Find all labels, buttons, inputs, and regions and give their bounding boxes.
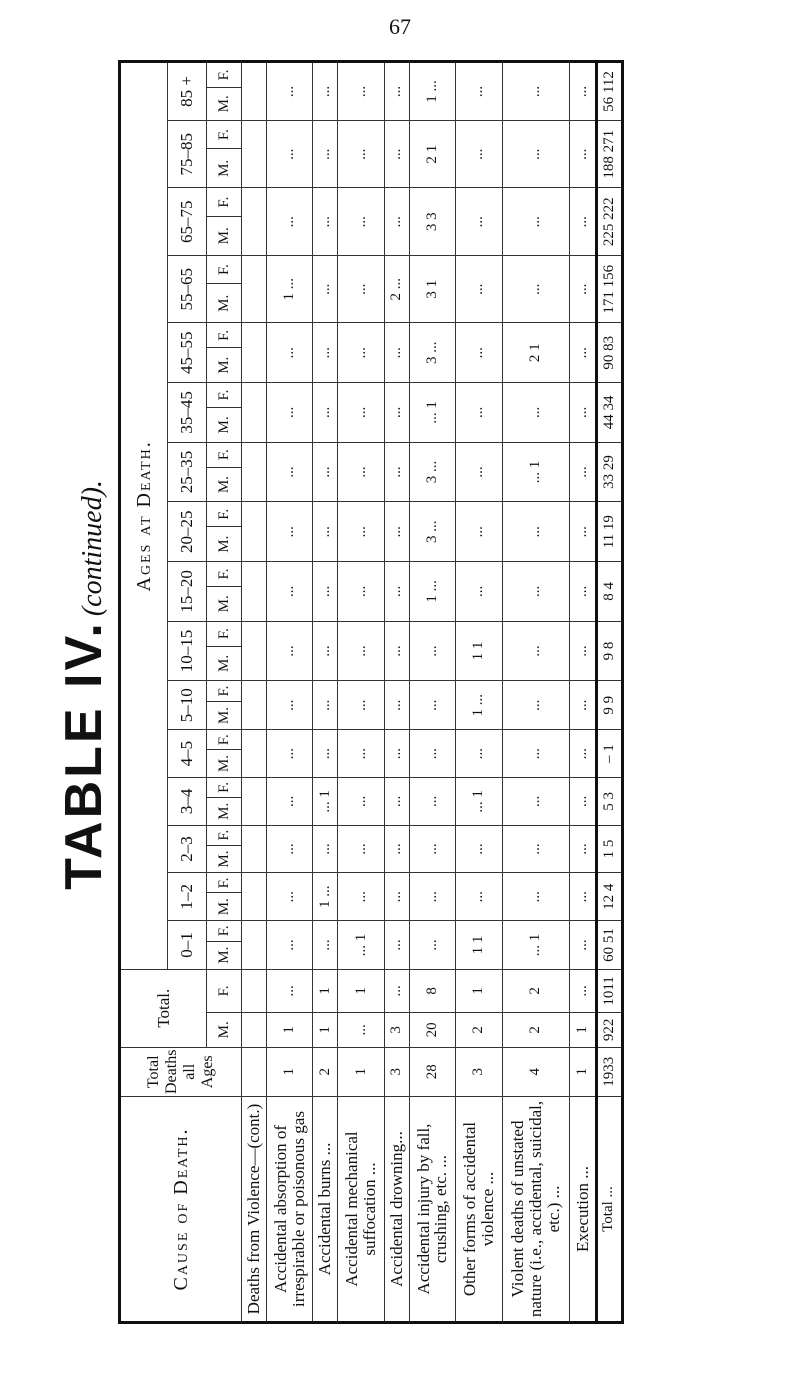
age-value-cell bbox=[242, 873, 267, 921]
age-value-cell: ... bbox=[338, 681, 384, 730]
sex-male-header: M. bbox=[207, 467, 242, 502]
age-value-cell: 44 34 bbox=[596, 383, 622, 443]
age-group-header: 5–10 bbox=[168, 681, 207, 730]
age-value-cell: ... bbox=[338, 442, 384, 502]
age-value-cell: ... bbox=[267, 188, 313, 255]
age-value-cell bbox=[242, 62, 267, 121]
age-value-cell: ... bbox=[267, 502, 313, 562]
age-value-cell bbox=[242, 777, 267, 825]
age-value-cell: 9 8 bbox=[596, 621, 622, 681]
age-value-cell: ... bbox=[384, 681, 409, 730]
age-value-cell: ... bbox=[267, 825, 313, 873]
age-value-cell bbox=[242, 921, 267, 970]
age-value-cell bbox=[242, 120, 267, 187]
age-value-cell: ... bbox=[267, 323, 313, 383]
age-group-header: 65–75 bbox=[168, 188, 207, 255]
cause-cell: Accidental absorption of irrespirable or poisonous gas bbox=[267, 1097, 313, 1323]
age-value-cell: 3 ... bbox=[409, 323, 455, 383]
age-value-cell: ... 1 bbox=[502, 921, 570, 970]
age-value-cell: ... bbox=[502, 825, 570, 873]
age-value-cell: ... bbox=[456, 730, 502, 778]
total-female-cell: 1 bbox=[313, 969, 338, 1012]
rotated-table bbox=[118, 60, 624, 1324]
age-value-cell: ... 1 bbox=[456, 777, 502, 825]
table-row bbox=[267, 62, 313, 1323]
age-value-cell: ... bbox=[456, 825, 502, 873]
table-row bbox=[384, 62, 409, 1323]
age-value-cell: ... bbox=[313, 681, 338, 730]
sex-female-header: F. bbox=[207, 730, 242, 750]
age-value-cell: ... bbox=[384, 873, 409, 921]
total-deaths-cell bbox=[242, 1047, 267, 1096]
age-value-cell: ... bbox=[570, 825, 596, 873]
sex-male-header: M. bbox=[207, 527, 242, 562]
total-male-cell bbox=[242, 1013, 267, 1048]
sex-male-header: M. bbox=[207, 797, 242, 825]
age-value-cell: ... bbox=[313, 120, 338, 187]
total-male-cell: 1 bbox=[570, 1013, 596, 1048]
sex-female-header: F. bbox=[207, 873, 242, 893]
age-value-cell: – 1 bbox=[596, 730, 622, 778]
sex-male-header: M. bbox=[207, 750, 242, 778]
age-value-cell: ... bbox=[338, 383, 384, 443]
age-value-cell: ... bbox=[338, 621, 384, 681]
age-value-cell: ... bbox=[409, 730, 455, 778]
cause-cell: Violent deaths of unstated nature (i.e., accidental, suicidal, etc.) ... bbox=[502, 1097, 570, 1323]
age-group-header: 3–4 bbox=[168, 777, 207, 825]
age-value-cell: ... bbox=[409, 921, 455, 970]
age-value-cell bbox=[242, 383, 267, 443]
sex-female-header: F. bbox=[207, 383, 242, 408]
sex-female-header: F. bbox=[207, 969, 242, 1012]
total-deaths-cell: 3 bbox=[384, 1047, 409, 1096]
age-value-cell: ... bbox=[313, 562, 338, 622]
age-value-cell: ... bbox=[338, 873, 384, 921]
age-group-header: 55–65 bbox=[168, 255, 207, 322]
age-value-cell: ... bbox=[409, 825, 455, 873]
age-value-cell: 1 1 bbox=[456, 921, 502, 970]
age-value-cell: ... bbox=[338, 777, 384, 825]
age-group-header: 1–2 bbox=[168, 873, 207, 921]
age-value-cell: 171 156 bbox=[596, 255, 622, 322]
age-value-cell: 2 1 bbox=[409, 120, 455, 187]
age-value-cell: ... bbox=[267, 383, 313, 443]
age-value-cell: ... bbox=[313, 188, 338, 255]
sex-male-header: M. bbox=[207, 893, 242, 921]
age-value-cell: 1 ... bbox=[409, 562, 455, 622]
age-value-cell: ... bbox=[267, 562, 313, 622]
age-group-header: 2–3 bbox=[168, 825, 207, 873]
age-value-cell: ... bbox=[570, 777, 596, 825]
age-value-cell: ... bbox=[313, 62, 338, 121]
age-value-cell bbox=[242, 188, 267, 255]
age-value-cell bbox=[242, 825, 267, 873]
sex-female-header: F. bbox=[207, 62, 242, 88]
total-female-cell: 8 bbox=[409, 969, 455, 1012]
age-value-cell: 2 ... bbox=[384, 255, 409, 322]
age-value-cell: 12 4 bbox=[596, 873, 622, 921]
age-value-cell: ... bbox=[267, 442, 313, 502]
age-value-cell: ... bbox=[313, 383, 338, 443]
age-value-cell: ... bbox=[338, 730, 384, 778]
age-value-cell: ... bbox=[502, 502, 570, 562]
age-value-cell: 188 271 bbox=[596, 120, 622, 187]
age-group-header: 10–15 bbox=[168, 621, 207, 681]
cause-cell: Total ... bbox=[596, 1097, 622, 1323]
total-female-cell: ... bbox=[384, 969, 409, 1012]
age-value-cell: ... bbox=[570, 873, 596, 921]
age-value-cell: ... bbox=[267, 873, 313, 921]
age-value-cell: ... bbox=[570, 730, 596, 778]
total-deaths-cell: 1 bbox=[570, 1047, 596, 1096]
total-deaths-cell: 28 bbox=[409, 1047, 455, 1096]
sex-male-header: M. bbox=[207, 646, 242, 681]
sex-female-header: F. bbox=[207, 621, 242, 646]
sex-male-header: M. bbox=[207, 408, 242, 443]
total-male-cell: 2 bbox=[456, 1013, 502, 1048]
age-value-cell: 225 222 bbox=[596, 188, 622, 255]
age-value-cell: ... bbox=[313, 921, 338, 970]
age-value-cell: ... bbox=[267, 120, 313, 187]
total-female-cell bbox=[242, 969, 267, 1012]
age-value-cell: ... bbox=[313, 730, 338, 778]
age-value-cell: ... bbox=[338, 188, 384, 255]
table-title-continued: (continued). bbox=[77, 480, 108, 617]
age-value-cell: 3 3 bbox=[409, 188, 455, 255]
age-value-cell bbox=[242, 730, 267, 778]
age-value-cell: ... bbox=[409, 681, 455, 730]
age-value-cell: ... bbox=[338, 120, 384, 187]
age-value-cell: ... bbox=[384, 62, 409, 121]
age-value-cell: ... bbox=[338, 323, 384, 383]
age-value-cell: 56 112 bbox=[596, 62, 622, 121]
sex-male-header: M. bbox=[207, 1013, 242, 1048]
age-value-cell: ... bbox=[502, 188, 570, 255]
age-value-cell: ... bbox=[502, 681, 570, 730]
age-value-cell: ... bbox=[570, 62, 596, 121]
table-row bbox=[570, 62, 596, 1323]
ages-header: Ages at Death. bbox=[120, 62, 168, 970]
total-male-cell: 1 bbox=[313, 1013, 338, 1048]
age-value-cell: ... bbox=[267, 777, 313, 825]
age-value-cell: ... bbox=[338, 62, 384, 121]
age-value-cell: ... bbox=[570, 442, 596, 502]
age-value-cell: ... 1 bbox=[313, 777, 338, 825]
age-value-cell: 33 29 bbox=[596, 442, 622, 502]
age-value-cell: 1 ... bbox=[409, 62, 455, 121]
age-value-cell: 1 5 bbox=[596, 825, 622, 873]
age-value-cell: ... bbox=[267, 921, 313, 970]
total-male-cell: 1 bbox=[267, 1013, 313, 1048]
total-female-cell: 1011 bbox=[596, 969, 622, 1012]
age-value-cell: ... bbox=[384, 562, 409, 622]
sex-female-header: F. bbox=[207, 120, 242, 148]
mortality-table bbox=[118, 60, 624, 1324]
total-deaths-cell: 2 bbox=[313, 1047, 338, 1096]
sex-female-header: F. bbox=[207, 502, 242, 527]
total-deaths-cell: 1 bbox=[267, 1047, 313, 1096]
sex-female-header: F. bbox=[207, 777, 242, 797]
age-value-cell: ... bbox=[456, 62, 502, 121]
age-value-cell: ... bbox=[502, 730, 570, 778]
age-value-cell: ... bbox=[570, 681, 596, 730]
age-value-cell: ... bbox=[338, 255, 384, 322]
age-value-cell: ... bbox=[313, 825, 338, 873]
table-row bbox=[456, 62, 502, 1323]
age-value-cell: 5 3 bbox=[596, 777, 622, 825]
table-row bbox=[338, 62, 384, 1323]
table-row bbox=[313, 62, 338, 1323]
age-value-cell: ... bbox=[338, 502, 384, 562]
sex-female-header: F. bbox=[207, 188, 242, 216]
age-value-cell: 60 51 bbox=[596, 921, 622, 970]
age-group-header: 15–20 bbox=[168, 562, 207, 622]
sex-female-header: F. bbox=[207, 255, 242, 283]
total-female-cell: 2 bbox=[502, 969, 570, 1012]
age-value-cell: 1 ... bbox=[267, 255, 313, 322]
age-value-cell: ... bbox=[409, 777, 455, 825]
total-deaths-cell: 4 bbox=[502, 1047, 570, 1096]
age-value-cell: ... bbox=[502, 120, 570, 187]
total-deaths-cell: 3 bbox=[456, 1047, 502, 1096]
cause-cell: Accidental drowning... bbox=[384, 1097, 409, 1323]
sex-male-header: M. bbox=[207, 87, 242, 120]
age-value-cell bbox=[242, 442, 267, 502]
age-value-cell: ... bbox=[570, 255, 596, 322]
age-value-cell: 9 9 bbox=[596, 681, 622, 730]
sex-female-header: F. bbox=[207, 681, 242, 702]
age-value-cell: ... bbox=[267, 62, 313, 121]
total-header: Total. bbox=[120, 969, 207, 1047]
age-value-cell: ... bbox=[384, 777, 409, 825]
age-value-cell: ... bbox=[313, 255, 338, 322]
sex-male-header: M. bbox=[207, 586, 242, 621]
age-value-cell: ... bbox=[570, 621, 596, 681]
age-value-cell: ... bbox=[313, 502, 338, 562]
age-value-cell: ... bbox=[502, 255, 570, 322]
age-value-cell: ... bbox=[384, 825, 409, 873]
page-number: 67 bbox=[389, 14, 411, 39]
age-value-cell: 8 4 bbox=[596, 562, 622, 622]
age-group-header: 25–35 bbox=[168, 442, 207, 502]
age-value-cell: ... bbox=[384, 921, 409, 970]
cause-cell: Accidental burns ... bbox=[313, 1097, 338, 1323]
age-group-header: 75–85 bbox=[168, 120, 207, 187]
age-value-cell: ... bbox=[456, 120, 502, 187]
age-group-header: 0–1 bbox=[168, 921, 207, 970]
age-value-cell: ... bbox=[570, 921, 596, 970]
age-value-cell: ... 1 bbox=[338, 921, 384, 970]
total-male-cell: 3 bbox=[384, 1013, 409, 1048]
age-value-cell: 11 19 bbox=[596, 502, 622, 562]
sex-male-header: M. bbox=[207, 941, 242, 969]
age-value-cell: ... bbox=[456, 502, 502, 562]
sex-male-header: M. bbox=[207, 216, 242, 255]
age-value-cell: 3 ... bbox=[409, 502, 455, 562]
age-value-cell: ... bbox=[570, 383, 596, 443]
age-value-cell: ... bbox=[384, 730, 409, 778]
sex-female-header: F. bbox=[207, 825, 242, 845]
age-value-cell: ... bbox=[570, 120, 596, 187]
age-value-cell: ... bbox=[384, 323, 409, 383]
age-value-cell bbox=[242, 621, 267, 681]
age-value-cell: ... bbox=[313, 621, 338, 681]
cause-cell: Other forms of accidental violence ... bbox=[456, 1097, 502, 1323]
table-row bbox=[409, 62, 455, 1323]
cause-cell: Accidental mechanical suffocation ... bbox=[338, 1097, 384, 1323]
age-value-cell: ... bbox=[384, 188, 409, 255]
age-value-cell: 1 ... bbox=[313, 873, 338, 921]
age-value-cell: ... bbox=[570, 188, 596, 255]
age-value-cell: ... 1 bbox=[409, 383, 455, 443]
age-value-cell: ... bbox=[384, 621, 409, 681]
total-female-cell: ... bbox=[570, 969, 596, 1012]
age-value-cell: ... bbox=[456, 323, 502, 383]
age-value-cell: 90 83 bbox=[596, 323, 622, 383]
age-value-cell: 3 1 bbox=[409, 255, 455, 322]
age-value-cell: ... bbox=[502, 383, 570, 443]
age-value-cell: ... bbox=[502, 873, 570, 921]
age-value-cell: ... bbox=[570, 323, 596, 383]
age-value-cell: ... bbox=[313, 323, 338, 383]
age-group-header: 20–25 bbox=[168, 502, 207, 562]
age-value-cell: 1 1 bbox=[456, 621, 502, 681]
age-value-cell: ... bbox=[456, 255, 502, 322]
age-value-cell: ... bbox=[267, 730, 313, 778]
sex-female-header: F. bbox=[207, 921, 242, 941]
total-deaths-cell: 1933 bbox=[596, 1047, 622, 1096]
sex-male-header: M. bbox=[207, 284, 242, 323]
age-value-cell: ... bbox=[409, 873, 455, 921]
total-male-cell: 2 bbox=[502, 1013, 570, 1048]
cause-cell: Accidental injury by fall, crushing, etc. ... bbox=[409, 1097, 455, 1323]
total-deaths-cell: 1 bbox=[338, 1047, 384, 1096]
sex-male-header: M. bbox=[207, 348, 242, 383]
age-value-cell bbox=[242, 681, 267, 730]
age-value-cell: ... bbox=[456, 562, 502, 622]
total-female-cell: 1 bbox=[338, 969, 384, 1012]
table-row bbox=[242, 62, 267, 1323]
sex-male-header: M. bbox=[207, 701, 242, 729]
sex-male-header: M. bbox=[207, 845, 242, 873]
sex-male-header: M. bbox=[207, 149, 242, 188]
age-value-cell bbox=[242, 562, 267, 622]
age-value-cell bbox=[242, 323, 267, 383]
age-value-cell: ... bbox=[267, 621, 313, 681]
age-value-cell bbox=[242, 255, 267, 322]
age-value-cell: ... bbox=[456, 188, 502, 255]
total-male-cell: ... bbox=[338, 1013, 384, 1048]
age-value-cell: ... bbox=[456, 383, 502, 443]
sex-female-header: F. bbox=[207, 442, 242, 467]
table-row bbox=[502, 62, 570, 1323]
age-group-header: 35–45 bbox=[168, 383, 207, 443]
table-title-main: TABLE IV. bbox=[55, 620, 113, 890]
age-value-cell: 1 ... bbox=[456, 681, 502, 730]
age-value-cell: ... bbox=[456, 873, 502, 921]
age-value-cell: ... bbox=[313, 442, 338, 502]
age-group-header: 4–5 bbox=[168, 730, 207, 778]
age-value-cell: ... 1 bbox=[502, 442, 570, 502]
age-value-cell: ... bbox=[267, 681, 313, 730]
total-male-cell: 20 bbox=[409, 1013, 455, 1048]
age-value-cell: ... bbox=[502, 777, 570, 825]
age-value-cell: ... bbox=[384, 120, 409, 187]
age-value-cell: ... bbox=[338, 825, 384, 873]
total-female-cell: ... bbox=[267, 969, 313, 1012]
age-value-cell: ... bbox=[409, 621, 455, 681]
age-value-cell: ... bbox=[384, 502, 409, 562]
sex-female-header: F. bbox=[207, 323, 242, 348]
age-value-cell: ... bbox=[384, 383, 409, 443]
age-value-cell: 2 1 bbox=[502, 323, 570, 383]
age-value-cell: ... bbox=[502, 621, 570, 681]
age-group-header: 85 + bbox=[168, 62, 207, 121]
age-value-cell bbox=[242, 502, 267, 562]
total-male-cell: 922 bbox=[596, 1013, 622, 1048]
sex-female-header: F. bbox=[207, 562, 242, 587]
cause-header: Cause of Death. bbox=[120, 1097, 242, 1323]
age-value-cell: ... bbox=[570, 562, 596, 622]
age-value-cell: ... bbox=[570, 502, 596, 562]
age-group-header: 45–55 bbox=[168, 323, 207, 383]
total-deaths-header: Total Deaths all Ages bbox=[120, 1047, 242, 1096]
age-value-cell: ... bbox=[502, 562, 570, 622]
total-female-cell: 1 bbox=[456, 969, 502, 1012]
table-row bbox=[596, 62, 622, 1323]
cause-cell: Execution ... bbox=[570, 1097, 596, 1323]
age-value-cell: ... bbox=[338, 562, 384, 622]
age-value-cell: ... bbox=[502, 62, 570, 121]
age-value-cell: 3 ... bbox=[409, 442, 455, 502]
age-value-cell: ... bbox=[384, 442, 409, 502]
cause-cell: Deaths from Violence—(cont.) bbox=[242, 1097, 267, 1323]
age-value-cell: ... bbox=[456, 442, 502, 502]
